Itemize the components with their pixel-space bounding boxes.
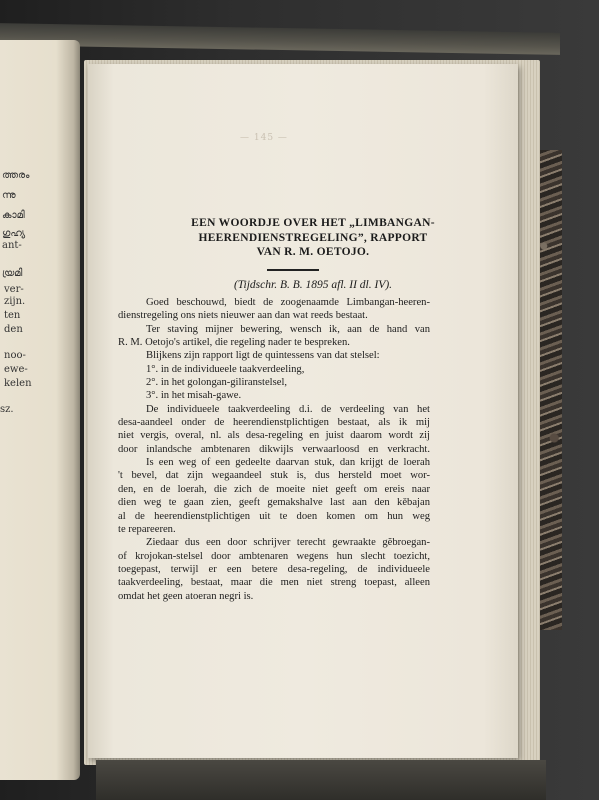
body-line: Is een weg of een gedeelte daarvan stuk, dan krijgt de loerah [146, 457, 430, 469]
left-page-fragment: ten [4, 310, 21, 321]
body-line: Blijkens zijn rapport ligt de quintessens van dat stelsel: [146, 350, 380, 362]
left-page-fragment: den [4, 324, 23, 335]
body-line: te repareeren. [118, 523, 176, 535]
body-line: dien weg te gaan zien, geeft gemakshalve last aan den kěbajan [118, 497, 430, 509]
article-body [118, 296, 430, 603]
body-line: Ziedaar dus een door schrijver terecht gewraakte gĕbroegan- [146, 537, 430, 549]
article-title-line: HEERENDIENSTREGELING”, RAPPORT [198, 231, 428, 244]
left-page-fragment: kelen [4, 378, 32, 389]
body-line: omdat het geen atoeran negri is. [118, 590, 254, 602]
body-line: Ter staving mijner bewering, wensch ik, aan de hand van [146, 323, 430, 335]
left-page-fragment: ewe- [4, 364, 28, 375]
left-page-fragment: ver- [4, 284, 24, 295]
body-line: 2°. in het golongan-giliranstelsel, [146, 377, 288, 389]
left-page-fragment: zijn. [4, 296, 26, 307]
left-page-fragment: കാമി [2, 210, 25, 221]
body-line: niet vergis, overal, nl. als desa-regeling en juist daarom wordt zij [118, 430, 430, 442]
body-line: R. M. Oetojo's artikel, die regeling nader te bespreken. [118, 337, 350, 349]
book-cover-bottom [96, 760, 546, 800]
body-line: dienstregeling ons niets nieuwer aan dan wat reeds bestaat. [118, 310, 368, 322]
body-line: al de heerendienstplichtigen uit te doen komen om hun weg [118, 510, 430, 522]
article-title [118, 216, 508, 260]
left-page-fragment: ഗുഹ്യ [2, 228, 26, 239]
left-page-fragment: noo- [4, 350, 26, 361]
left-page-fragment: ത്തരം [2, 170, 30, 181]
body-line: 3°. in het misah-gawe. [146, 390, 242, 402]
left-page-fragment: sz. [0, 404, 14, 415]
body-line: of krojokan-stelsel door ambtenaren wegens hun slecht toezicht, [118, 550, 430, 562]
left-page-fragment: ant- [2, 240, 22, 251]
body-line: den, en de loerah, die zich de moeite niet geeft om ereis naar [118, 483, 430, 495]
article-citation: (Tijdschr. B. B. 1895 afl. II dl. IV). [233, 279, 393, 291]
body-line: desa-aandeel onder de heerendienstplichtigen bestaat, als ik mij [118, 417, 430, 429]
article-title-line: VAN R. M. OETOJO. [256, 246, 370, 258]
body-line: toegepast, terwijl er een betere desa-regeling, de individueele [118, 563, 430, 575]
article-title-line: EEN WOORDJE OVER HET „LIMBANGAN- [191, 217, 435, 229]
body-line: Goed beschouwd, biedt de zoogenaamde Limbangan-heeren- [146, 297, 430, 308]
body-line: taakverdeeling, bestaat, maar die men niet streng toepast, alleen [118, 577, 430, 589]
title-rule [267, 269, 319, 271]
body-line: door inlandsche ambtenaren dikwijls verwaarloosd en verkracht. [118, 443, 430, 455]
page-number: — 145 — [240, 133, 288, 143]
left-page-fragment: യ്രമി [2, 268, 23, 279]
body-line: 1°. in de individueele taakverdeeling, [146, 363, 305, 375]
left-page-fragment: ന്നു [2, 190, 16, 201]
body-line: De individueele taakverdeeling d.i. de verdeeling van het [146, 403, 430, 415]
body-line: 't bevel, dat zijn wegaandeel stuk is, dus hersteld moet wor- [118, 470, 430, 482]
left-page [0, 40, 80, 780]
